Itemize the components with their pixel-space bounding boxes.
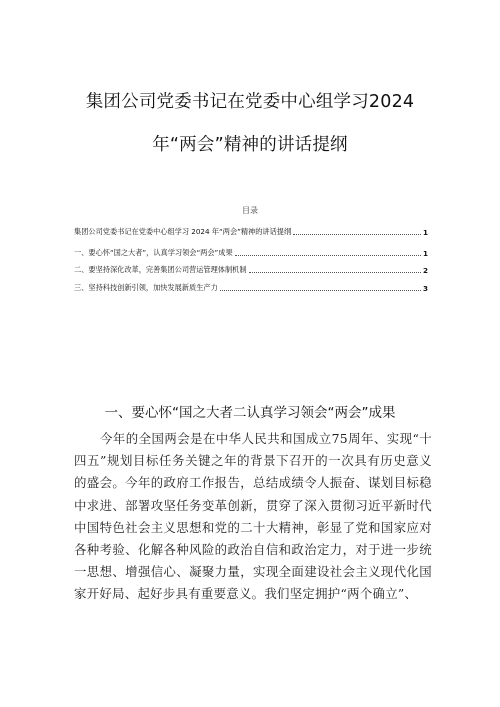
toc-entry[interactable] — [74, 265, 428, 275]
body-paragraph: 今年的全国两会是在中华人民共和国成立75周年、实现“十四五”规划目标任务关键之年的背景下召开的一次具有历史意义的盛会。今年的政府工作报告，总结成绩令人振奋、谋划目标稳中求进、部署攻坚任务变革创新，贯穿了深入贯彻习近平新时代中国特色社会主义思想和党的二十大精神，彰显了党和国家应对各种考验、化解各种风险的政治自信和政治定力，对于进一步统一思想、增强信心、凝聚力量，实现全面建设社会主义现代化国家开好局、起好步具有重要意义。我们坚定拥护“两个确立”、 — [74, 431, 432, 602]
toc-entry-page: 1 — [422, 228, 428, 237]
toc-entry[interactable] — [74, 283, 428, 293]
toc-entry-page: 1 — [422, 249, 428, 258]
toc-entry-text: 三、坚持科技创新引领，加快发展新质生产力 — [74, 283, 218, 292]
toc-leader-dots — [235, 254, 421, 256]
document-title-line-2: 年“两会”精神的讲话提纲 — [152, 135, 348, 155]
toc-entry-page: 3 — [422, 284, 428, 293]
toc-entry-text: 一、要心怀“国之大者”，认真学习领会“两会”成果 — [74, 248, 233, 257]
toc-entry[interactable] — [74, 248, 428, 258]
document-title-line-1: 集团公司党委书记在党委中心组学习2024 — [85, 92, 415, 112]
toc-entry-page: 2 — [422, 266, 428, 275]
toc-leader-dots — [293, 233, 421, 235]
toc-entry-text: 二、要坚持深化改革，完善集团公司营运管理体制机制 — [74, 265, 247, 274]
toc-entry[interactable] — [74, 227, 428, 237]
toc-heading: 目录 — [242, 206, 258, 215]
section-heading: 一、要心怀“国之大者二认真学习领会“两会”成果 — [104, 405, 396, 421]
toc-leader-dots — [220, 289, 421, 291]
toc-entry-text: 集团公司党委书记在党委中心组学习 2024 年“两会”精神的讲话提纲 — [74, 227, 292, 236]
toc-leader-dots — [249, 271, 421, 273]
